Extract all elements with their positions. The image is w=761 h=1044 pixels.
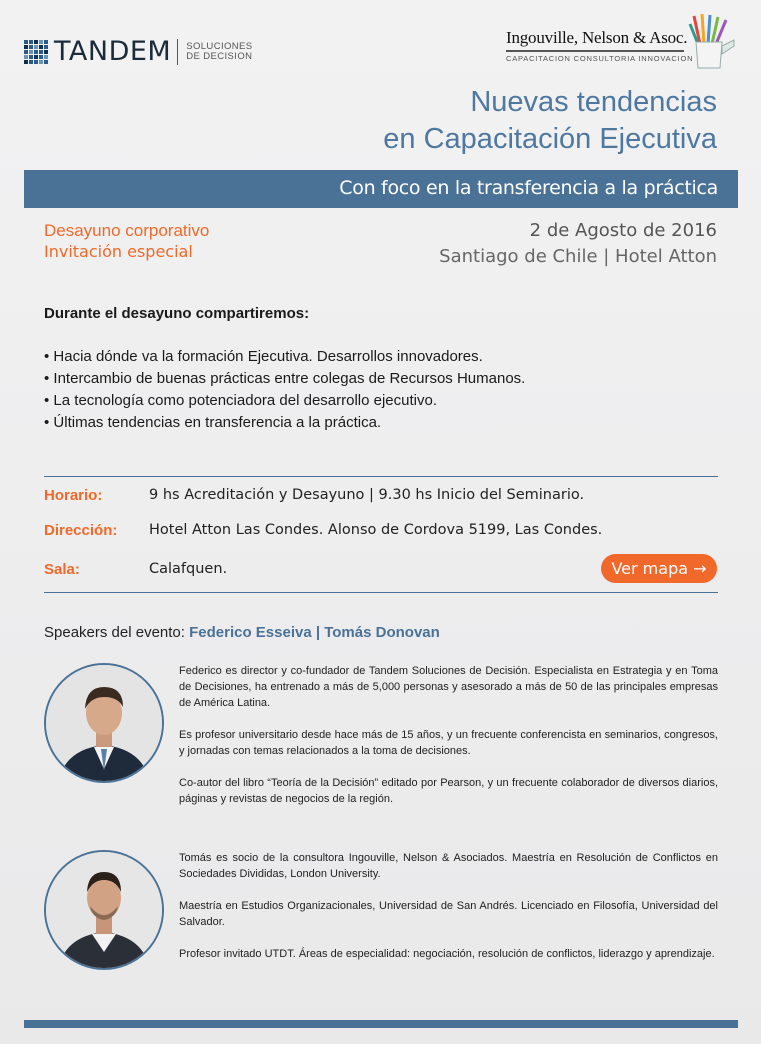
sala-label: Sala:: [44, 561, 80, 578]
topics-list: [44, 346, 525, 434]
subtitle-banner: [24, 170, 738, 208]
ver-mapa-button[interactable]: Ver mapa →: [601, 554, 717, 583]
event-place: Santiago de Chile | Hotel Atton: [439, 246, 717, 267]
speaker-name-1: Federico Esseiva: [189, 624, 312, 641]
title-line-1: Nuevas tendencias: [470, 86, 717, 118]
pencil-cup-icon: [688, 14, 736, 70]
intro-heading: Durante el desayuno compartiremos:: [44, 305, 310, 322]
speaker-name-2: Tomás Donovan: [324, 624, 440, 641]
title-line-2: en Capacitación Ejecutiva: [383, 123, 717, 155]
tandem-dots-icon: [24, 40, 48, 64]
tandem-logo: [24, 36, 253, 67]
event-when: [439, 219, 717, 271]
list-item: • Intercambio de buenas prácticas entre colegas de Recursos Humanos.: [44, 368, 525, 390]
list-item: • La tecnología como potenciadora del desarrollo ejecutivo.: [44, 390, 525, 412]
horario-value: 9 hs Acreditación y Desayuno | 9.30 hs Inicio del Seminario.: [149, 487, 585, 503]
footer-bar: [24, 1020, 738, 1028]
ingouville-tagline: CAPACITACION CONSULTORIA INNOVACION: [506, 54, 694, 63]
event-date: 2 de Agosto de 2016: [529, 220, 717, 241]
bio-paragraph: Maestría en Estudios Organizacionales, Universidad de San Andrés. Licenciado en Filosofía, Universidad del Salvador.: [179, 900, 718, 928]
bio-tomas: [179, 850, 718, 978]
bio-paragraph: Es profesor universitario desde hace más de 15 años, y un frecuente conferencista en seminarios, congresos, y jornadas con temas relacionados a la toma de decisiones.: [179, 729, 718, 757]
list-item: • Últimas tendencias en transferencia a la práctica.: [44, 412, 525, 434]
avatar-federico: [44, 663, 164, 783]
bio-paragraph: Co-autor del libro “Teoría de la Decisión” editado por Pearson, y un frecuente colaborador de diversos diarios, páginas y revistas de negocios de la región.: [179, 777, 718, 805]
banner-text: Con foco en la transferencia a la práctica: [339, 177, 718, 199]
direccion-value: Hotel Atton Las Condes. Alonso de Cordova 5199, Las Condes.: [149, 522, 603, 538]
bio-paragraph: Federico es director y co-fundador de Tandem Soluciones de Decisión. Especialista en Estrategia y en Toma de Decisiones, ha entrenado a más de 5,000 personas y asesorado a más de 50 de las principales empresas de América Latina.: [179, 665, 718, 709]
event-type-title: Desayuno corporativo: [44, 221, 210, 240]
ingouville-name: Ingouville, Nelson & Asoc.: [506, 28, 688, 47]
tandem-subtitle: SOLUCIONES DE DECISION: [186, 40, 253, 62]
horario-label: Horario:: [44, 487, 103, 504]
avatar-tomas: [44, 850, 164, 970]
page-title: [383, 84, 717, 158]
sala-value: Calafquen.: [149, 561, 228, 577]
person-photo-icon: [46, 665, 162, 781]
event-type-subtitle: Invitación especial: [44, 242, 193, 261]
bio-paragraph: Tomás es socio de la consultora Ingouville, Nelson & Asociados. Maestría en Resolución de Conflictos en Sociedades Divididas, London University.: [179, 852, 718, 880]
ingouville-underline: [506, 50, 684, 52]
bio-paragraph: Profesor invitado UTDT. Áreas de especialidad: negociación, resolución de conflictos, liderazgo y aprendizaje.: [179, 948, 715, 960]
speakers-prefix: Speakers del evento:: [44, 624, 190, 641]
divider-bottom: [44, 592, 718, 593]
event-type: [44, 220, 209, 262]
logo-divider: [177, 39, 178, 65]
tandem-wordmark: TANDEM: [54, 36, 172, 67]
ingouville-logo: [506, 28, 694, 63]
speaker-separator: |: [311, 624, 325, 641]
list-item: • Hacia dónde va la formación Ejecutiva. Desarrollos innovadores.: [44, 346, 525, 368]
person-photo-icon: [46, 852, 162, 968]
direccion-label: Dirección:: [44, 522, 118, 539]
divider-top: [44, 476, 718, 477]
bio-federico: [179, 663, 718, 823]
speakers-heading: [44, 624, 440, 641]
